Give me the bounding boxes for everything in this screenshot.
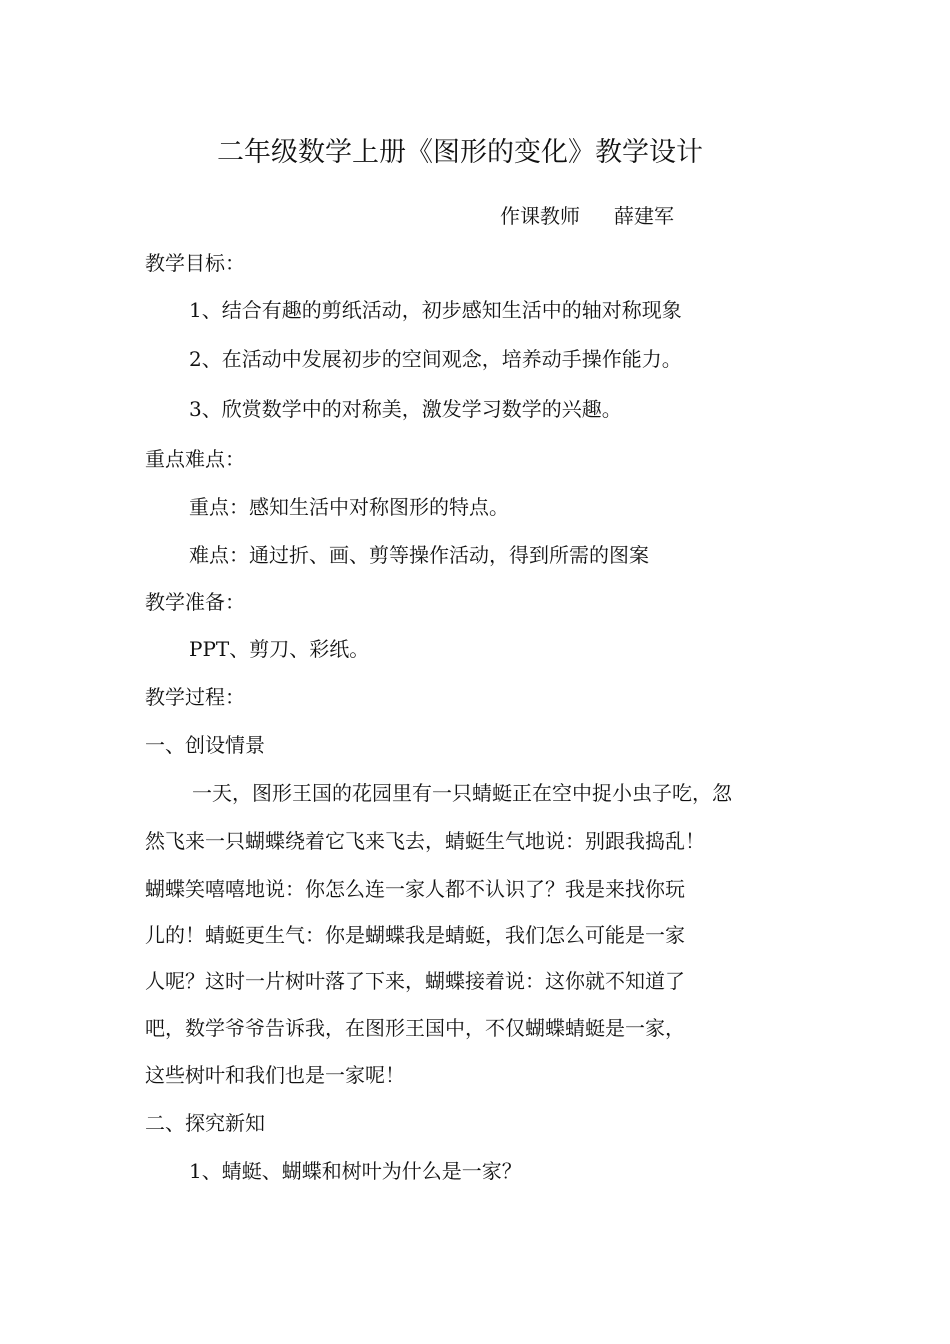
story-paragraph-line: 这些树叶和我们也是一家呢！ <box>145 1063 405 1087</box>
story-paragraph-line: 吧，数学爷爷告诉我，在图形王国中，不仅蝴蝶蜻蜓是一家， <box>145 1016 685 1040</box>
story-paragraph-line: 儿的！蜻蜓更生气：你是蝴蝶我是蜻蜓，我们怎么可能是一家 <box>145 923 685 947</box>
section-heading-preparation: 教学准备： <box>145 590 245 614</box>
section-heading-objectives: 教学目标： <box>145 251 245 275</box>
story-paragraph-line: 人呢？这时一片树叶落了下来，蝴蝶接着说：这你就不知道了 <box>145 969 685 993</box>
story-paragraph-line: 蝴蝶笑嘻嘻地说：你怎么连一家人都不认识了？我是来找你玩 <box>145 877 685 901</box>
story-paragraph-line: 然飞来一只蝴蝶绕着它飞来飞去，蜻蜓生气地说：别跟我捣乱！ <box>145 829 705 853</box>
section-heading-key-points: 重点难点： <box>145 447 245 471</box>
objective-item: 2、在活动中发展初步的空间观念，培养动手操作能力。 <box>189 347 682 371</box>
story-paragraph-line: 一天，图形王国的花园里有一只蜻蜓正在空中捉小虫子吃，忽 <box>192 781 732 805</box>
author-name: 薛建军 <box>614 204 674 228</box>
key-point-item: 重点：感知生活中对称图形的特点。 <box>189 495 509 519</box>
section-heading-process: 教学过程： <box>145 685 245 709</box>
difficulty-item: 难点：通过折、画、剪等操作活动，得到所需的图案 <box>189 543 649 567</box>
subsection-heading-scenario: 一、创设情景 <box>145 733 265 757</box>
objective-item: 1、结合有趣的剪纸活动，初步感知生活中的轴对称现象 <box>189 298 682 322</box>
objective-item: 3、欣赏数学中的对称美，激发学习数学的兴趣。 <box>189 397 622 421</box>
author-line <box>500 202 674 230</box>
author-label: 作课教师 <box>500 204 580 228</box>
explore-item: 1、蜻蜓、蝴蝶和树叶为什么是一家？ <box>189 1159 522 1183</box>
document-title: 二年级数学上册《图形的变化》教学设计 <box>217 137 703 168</box>
subsection-heading-explore: 二、探究新知 <box>145 1111 265 1135</box>
preparation-item: PPT、剪刀、彩纸。 <box>189 637 370 661</box>
